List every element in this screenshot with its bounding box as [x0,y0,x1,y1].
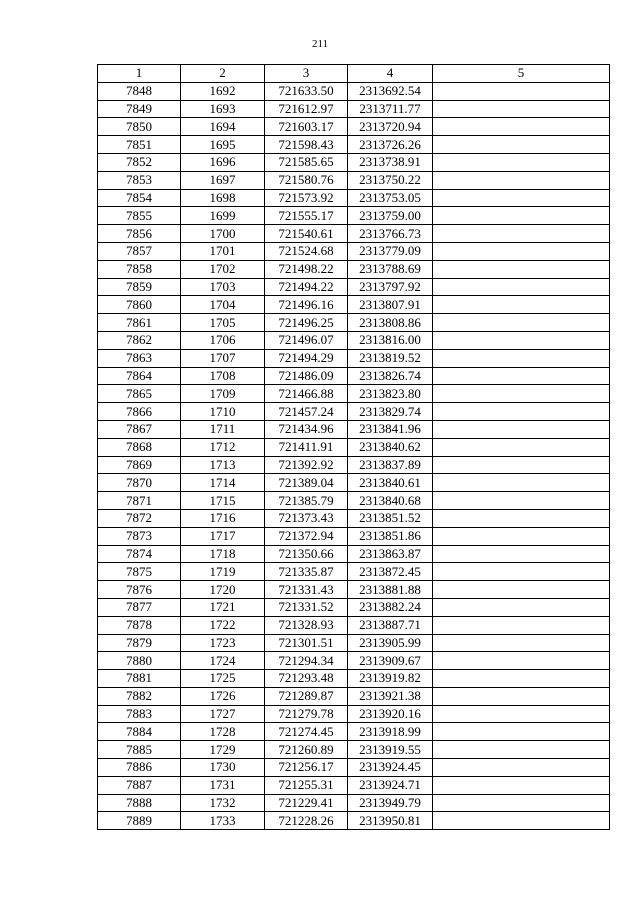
point-number-cell: 7868 [98,438,181,456]
note-cell [433,812,610,830]
y-coordinate-cell: 2313851.86 [348,527,433,545]
x-coordinate-cell: 721573.92 [265,189,348,207]
point-number-cell: 7862 [98,331,181,349]
x-coordinate-cell: 721293.48 [265,670,348,688]
ordinal-cell: 1726 [181,687,265,705]
x-coordinate-cell: 721612.97 [265,100,348,118]
note-cell [433,403,610,421]
table-row [98,705,610,723]
y-coordinate-cell: 2313829.74 [348,403,433,421]
note-cell [433,136,610,154]
y-coordinate-cell: 2313921.38 [348,687,433,705]
y-coordinate-cell: 2313918.99 [348,723,433,741]
x-coordinate-cell: 721328.93 [265,616,348,634]
note-cell [433,171,610,189]
x-coordinate-cell: 721466.88 [265,385,348,403]
x-coordinate-cell: 721524.68 [265,242,348,260]
table-row [98,171,610,189]
x-coordinate-cell: 721385.79 [265,492,348,510]
table-row [98,331,610,349]
ordinal-cell: 1722 [181,616,265,634]
table-row [98,456,610,474]
point-number-cell: 7887 [98,776,181,794]
x-coordinate-cell: 721496.07 [265,331,348,349]
point-number-cell: 7874 [98,545,181,563]
table-row [98,118,610,136]
note-cell [433,652,610,670]
ordinal-cell: 1708 [181,367,265,385]
x-coordinate-cell: 721373.43 [265,509,348,527]
y-coordinate-cell: 2313840.62 [348,438,433,456]
y-coordinate-cell: 2313816.00 [348,331,433,349]
x-coordinate-cell: 721392.92 [265,456,348,474]
y-coordinate-cell: 2313881.88 [348,581,433,599]
point-number-cell: 7881 [98,670,181,688]
point-number-cell: 7886 [98,759,181,777]
point-number-cell: 7853 [98,171,181,189]
table-row [98,794,610,812]
point-number-cell: 7875 [98,563,181,581]
ordinal-cell: 1707 [181,349,265,367]
note-cell [433,438,610,456]
note-cell [433,741,610,759]
ordinal-cell: 1698 [181,189,265,207]
note-cell [433,581,610,599]
table-row [98,314,610,332]
note-cell [433,331,610,349]
y-coordinate-cell: 2313766.73 [348,225,433,243]
table-body [98,82,610,829]
table-row [98,509,610,527]
x-coordinate-cell: 721498.22 [265,260,348,278]
note-cell [433,670,610,688]
note-cell [433,189,610,207]
y-coordinate-cell: 2313840.68 [348,492,433,510]
y-coordinate-cell: 2313692.54 [348,82,433,100]
table-row [98,82,610,100]
table-row [98,474,610,492]
y-coordinate-cell: 2313726.26 [348,136,433,154]
ordinal-cell: 1706 [181,331,265,349]
note-cell [433,687,610,705]
point-number-cell: 7859 [98,278,181,296]
table-row [98,207,610,225]
y-coordinate-cell: 2313797.92 [348,278,433,296]
note-cell [433,314,610,332]
point-number-cell: 7858 [98,260,181,278]
y-coordinate-cell: 2313905.99 [348,634,433,652]
y-coordinate-cell: 2313826.74 [348,367,433,385]
y-coordinate-cell: 2313750.22 [348,171,433,189]
ordinal-cell: 1696 [181,153,265,171]
point-number-cell: 7872 [98,509,181,527]
y-coordinate-cell: 2313950.81 [348,812,433,830]
table-row [98,723,610,741]
x-coordinate-cell: 721289.87 [265,687,348,705]
note-cell [433,207,610,225]
point-number-cell: 7885 [98,741,181,759]
point-number-cell: 7851 [98,136,181,154]
ordinal-cell: 1710 [181,403,265,421]
x-coordinate-cell: 721494.22 [265,278,348,296]
ordinal-cell: 1709 [181,385,265,403]
ordinal-cell: 1716 [181,509,265,527]
ordinal-cell: 1701 [181,242,265,260]
ordinal-cell: 1729 [181,741,265,759]
ordinal-cell: 1723 [181,634,265,652]
ordinal-cell: 1730 [181,759,265,777]
table-row [98,527,610,545]
ordinal-cell: 1711 [181,420,265,438]
x-coordinate-cell: 721633.50 [265,82,348,100]
x-coordinate-cell: 721260.89 [265,741,348,759]
x-coordinate-cell: 721279.78 [265,705,348,723]
point-number-cell: 7850 [98,118,181,136]
x-coordinate-cell: 721389.04 [265,474,348,492]
note-cell [433,474,610,492]
x-coordinate-cell: 721372.94 [265,527,348,545]
point-number-cell: 7865 [98,385,181,403]
point-number-cell: 7860 [98,296,181,314]
y-coordinate-cell: 2313788.69 [348,260,433,278]
ordinal-cell: 1694 [181,118,265,136]
y-coordinate-cell: 2313738.91 [348,153,433,171]
table-row [98,492,610,510]
table-row [98,652,610,670]
ordinal-cell: 1704 [181,296,265,314]
point-number-cell: 7876 [98,581,181,599]
table-row [98,367,610,385]
y-coordinate-cell: 2313909.67 [348,652,433,670]
ordinal-cell: 1733 [181,812,265,830]
note-cell [433,225,610,243]
x-coordinate-cell: 721229.41 [265,794,348,812]
y-coordinate-cell: 2313779.09 [348,242,433,260]
column-header-2: 2 [181,65,265,83]
x-coordinate-cell: 721603.17 [265,118,348,136]
ordinal-cell: 1727 [181,705,265,723]
ordinal-cell: 1715 [181,492,265,510]
table-row [98,812,610,830]
ordinal-cell: 1693 [181,100,265,118]
point-number-cell: 7883 [98,705,181,723]
note-cell [433,509,610,527]
ordinal-cell: 1724 [181,652,265,670]
point-number-cell: 7871 [98,492,181,510]
x-coordinate-cell: 721486.09 [265,367,348,385]
x-coordinate-cell: 721301.51 [265,634,348,652]
point-number-cell: 7878 [98,616,181,634]
table-row [98,581,610,599]
coordinates-table [97,64,610,830]
x-coordinate-cell: 721335.87 [265,563,348,581]
table-row [98,438,610,456]
ordinal-cell: 1732 [181,794,265,812]
note-cell [433,723,610,741]
note-cell [433,705,610,723]
ordinal-cell: 1702 [181,260,265,278]
note-cell [433,118,610,136]
point-number-cell: 7884 [98,723,181,741]
x-coordinate-cell: 721555.17 [265,207,348,225]
point-number-cell: 7877 [98,598,181,616]
y-coordinate-cell: 2313863.87 [348,545,433,563]
point-number-cell: 7849 [98,100,181,118]
column-header-5: 5 [433,65,610,83]
ordinal-cell: 1695 [181,136,265,154]
point-number-cell: 7857 [98,242,181,260]
ordinal-cell: 1718 [181,545,265,563]
table-row [98,225,610,243]
y-coordinate-cell: 2313919.82 [348,670,433,688]
point-number-cell: 7866 [98,403,181,421]
note-cell [433,385,610,403]
note-cell [433,776,610,794]
ordinal-cell: 1699 [181,207,265,225]
x-coordinate-cell: 721580.76 [265,171,348,189]
x-coordinate-cell: 721411.91 [265,438,348,456]
note-cell [433,367,610,385]
ordinal-cell: 1692 [181,82,265,100]
note-cell [433,296,610,314]
table-row [98,741,610,759]
ordinal-cell: 1700 [181,225,265,243]
point-number-cell: 7870 [98,474,181,492]
y-coordinate-cell: 2313872.45 [348,563,433,581]
point-number-cell: 7848 [98,82,181,100]
ordinal-cell: 1719 [181,563,265,581]
point-number-cell: 7888 [98,794,181,812]
point-number-cell: 7852 [98,153,181,171]
table-row [98,136,610,154]
point-number-cell: 7879 [98,634,181,652]
point-number-cell: 7864 [98,367,181,385]
table-row [98,634,610,652]
point-number-cell: 7854 [98,189,181,207]
table-row [98,385,610,403]
y-coordinate-cell: 2313711.77 [348,100,433,118]
y-coordinate-cell: 2313841.96 [348,420,433,438]
ordinal-cell: 1714 [181,474,265,492]
note-cell [433,242,610,260]
ordinal-cell: 1720 [181,581,265,599]
table-row [98,349,610,367]
note-cell [433,82,610,100]
note-cell [433,260,610,278]
ordinal-cell: 1731 [181,776,265,794]
point-number-cell: 7869 [98,456,181,474]
y-coordinate-cell: 2313819.52 [348,349,433,367]
table-row [98,100,610,118]
point-number-cell: 7882 [98,687,181,705]
y-coordinate-cell: 2313887.71 [348,616,433,634]
point-number-cell: 7873 [98,527,181,545]
x-coordinate-cell: 721494.29 [265,349,348,367]
y-coordinate-cell: 2313823.80 [348,385,433,403]
table-header-row [98,65,610,83]
note-cell [433,545,610,563]
table-row [98,598,610,616]
note-cell [433,492,610,510]
ordinal-cell: 1703 [181,278,265,296]
y-coordinate-cell: 2313837.89 [348,456,433,474]
page-number: 211 [311,38,329,50]
x-coordinate-cell: 721598.43 [265,136,348,154]
y-coordinate-cell: 2313920.16 [348,705,433,723]
ordinal-cell: 1721 [181,598,265,616]
y-coordinate-cell: 2313851.52 [348,509,433,527]
y-coordinate-cell: 2313720.94 [348,118,433,136]
table-row [98,759,610,777]
point-number-cell: 7861 [98,314,181,332]
ordinal-cell: 1697 [181,171,265,189]
point-number-cell: 7863 [98,349,181,367]
x-coordinate-cell: 721350.66 [265,545,348,563]
table-row [98,153,610,171]
x-coordinate-cell: 721274.45 [265,723,348,741]
y-coordinate-cell: 2313840.61 [348,474,433,492]
note-cell [433,527,610,545]
ordinal-cell: 1713 [181,456,265,474]
note-cell [433,598,610,616]
x-coordinate-cell: 721496.25 [265,314,348,332]
y-coordinate-cell: 2313919.55 [348,741,433,759]
note-cell [433,616,610,634]
point-number-cell: 7855 [98,207,181,225]
x-coordinate-cell: 721256.17 [265,759,348,777]
note-cell [433,420,610,438]
x-coordinate-cell: 721585.65 [265,153,348,171]
ordinal-cell: 1705 [181,314,265,332]
point-number-cell: 7880 [98,652,181,670]
column-header-3: 3 [265,65,348,83]
note-cell [433,100,610,118]
point-number-cell: 7867 [98,420,181,438]
x-coordinate-cell: 721331.52 [265,598,348,616]
note-cell [433,563,610,581]
ordinal-cell: 1728 [181,723,265,741]
x-coordinate-cell: 721496.16 [265,296,348,314]
table-row [98,278,610,296]
x-coordinate-cell: 721228.26 [265,812,348,830]
table-row [98,776,610,794]
note-cell [433,349,610,367]
x-coordinate-cell: 721457.24 [265,403,348,421]
table-row [98,296,610,314]
table-row [98,670,610,688]
x-coordinate-cell: 721255.31 [265,776,348,794]
table-row [98,616,610,634]
table-row [98,420,610,438]
x-coordinate-cell: 721540.61 [265,225,348,243]
x-coordinate-cell: 721434.96 [265,420,348,438]
note-cell [433,759,610,777]
y-coordinate-cell: 2313808.86 [348,314,433,332]
y-coordinate-cell: 2313924.45 [348,759,433,777]
table-row [98,189,610,207]
ordinal-cell: 1717 [181,527,265,545]
note-cell [433,278,610,296]
point-number-cell: 7856 [98,225,181,243]
column-header-1: 1 [98,65,181,83]
table-row [98,242,610,260]
note-cell [433,153,610,171]
y-coordinate-cell: 2313753.05 [348,189,433,207]
y-coordinate-cell: 2313949.79 [348,794,433,812]
column-header-4: 4 [348,65,433,83]
ordinal-cell: 1725 [181,670,265,688]
note-cell [433,634,610,652]
y-coordinate-cell: 2313882.24 [348,598,433,616]
ordinal-cell: 1712 [181,438,265,456]
point-number-cell: 7889 [98,812,181,830]
table-row [98,403,610,421]
table-row [98,545,610,563]
y-coordinate-cell: 2313807.91 [348,296,433,314]
x-coordinate-cell: 721294.34 [265,652,348,670]
table-row [98,563,610,581]
x-coordinate-cell: 721331.43 [265,581,348,599]
table-row [98,687,610,705]
note-cell [433,794,610,812]
table-row [98,260,610,278]
y-coordinate-cell: 2313759.00 [348,207,433,225]
y-coordinate-cell: 2313924.71 [348,776,433,794]
note-cell [433,456,610,474]
